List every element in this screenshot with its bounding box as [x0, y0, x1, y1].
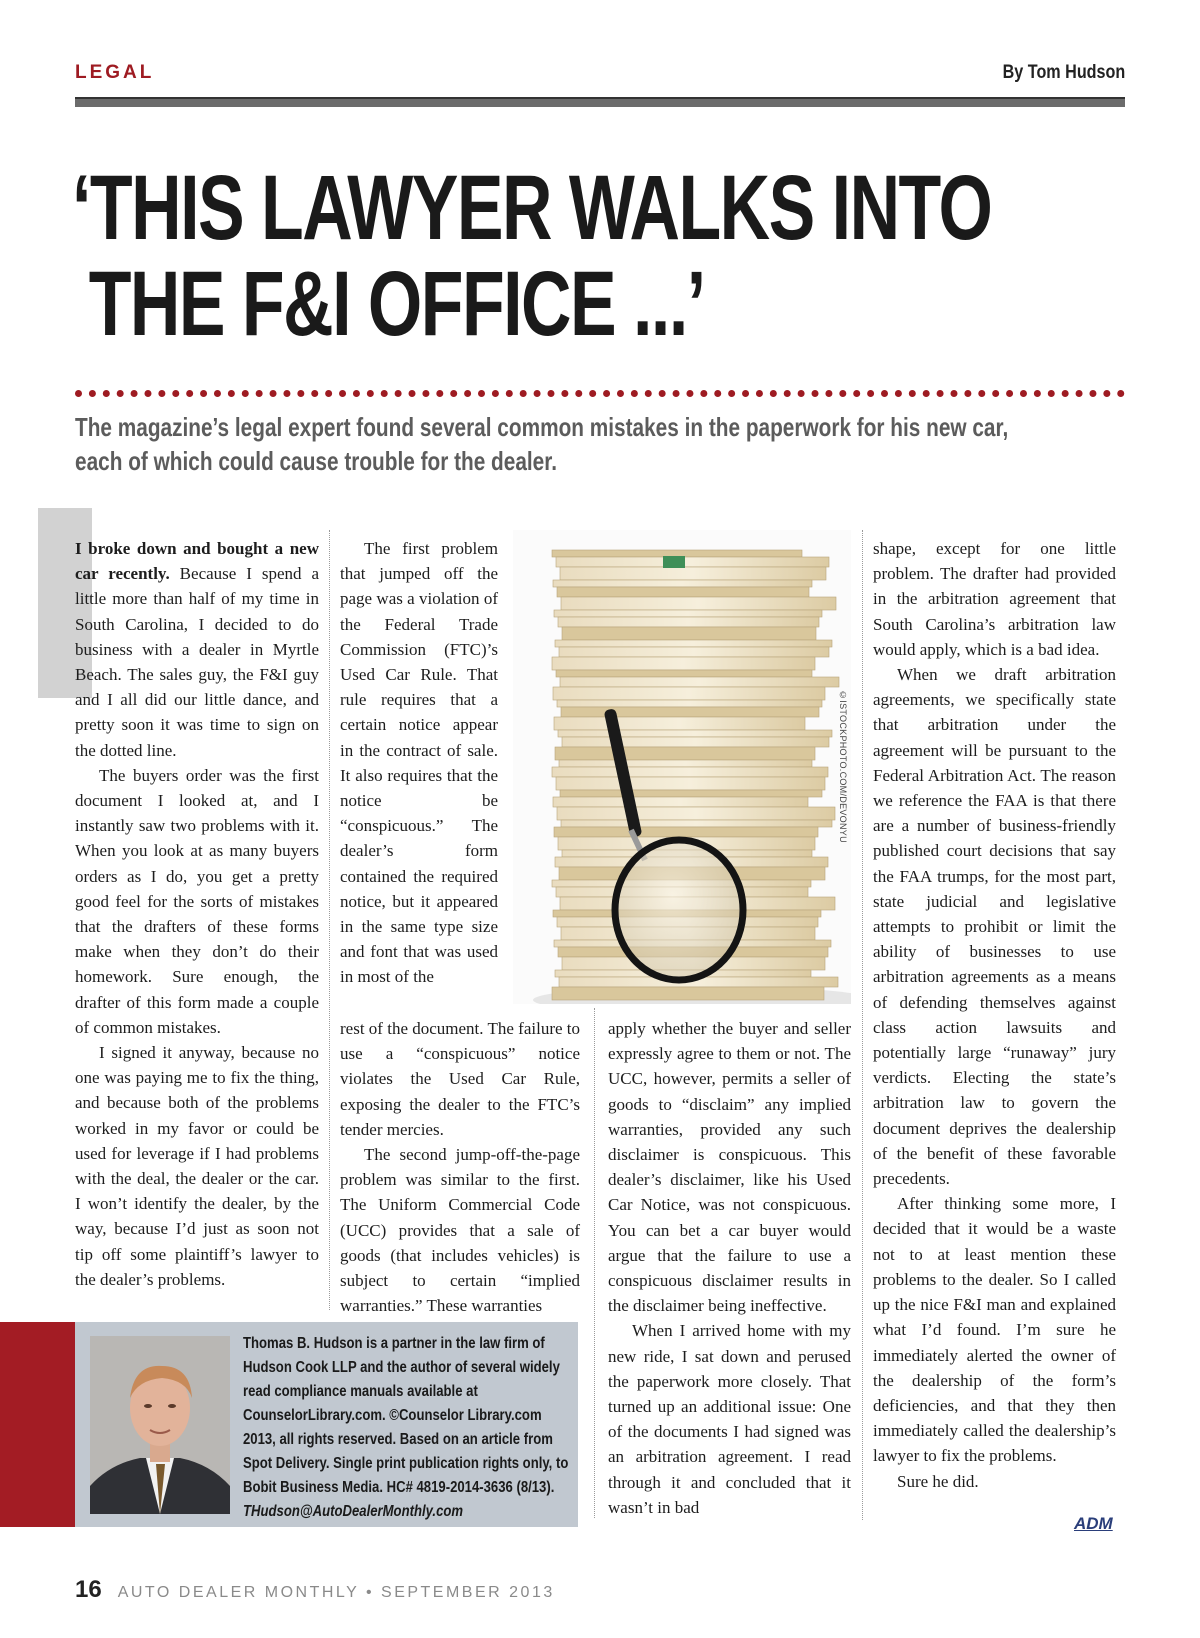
- paragraph: I signed it anyway, because no one was paying me to fix the thing, and because both of the problems worked in my favor or could be used for leverage if I had problems with the deal, the dealer or the car. I won’t identify the dealer, by the way, because I’d just as soon not tip off some plaintiff’s lawyer to the dealer’s problems.: [75, 1043, 319, 1289]
- paper-sheet: [562, 627, 816, 640]
- paragraph: The first problem that jumped off the page was a violation of the Federal Trade Commission (FTC)’s Used Car Rule. That rule requires that a certain notice appear in the contract of sale. It also requires that the notice be “conspicuous.” The dealer’s form contained the required notice, but it appeared in the same type size and font that was used in most of the: [340, 539, 498, 987]
- paper-sheet: [554, 717, 805, 730]
- bio-accent-bar: [0, 1322, 75, 1527]
- lead-in: I broke down and bought a new car recently.: [75, 539, 319, 584]
- paper-sheet: [557, 700, 822, 707]
- paper-sheet: [555, 640, 832, 647]
- paper-sheet: [553, 580, 812, 587]
- paragraph: Sure he did.: [897, 1471, 979, 1491]
- paragraph: When I arrived home with my new ride, I sat down and perused the paperwork more closely. That turned up an additional issue: One of the documents I had signed was an arbitration agreement. I read through it and concluded that it wasn’t in bad: [608, 1321, 851, 1517]
- paper-sheet: [561, 597, 836, 610]
- article-column-2: [340, 536, 498, 990]
- paragraph: When we draft arbitration agreements, we specifically state that arbitration under the agreement will be pursuant to the Federal Arbitration Act. The reason we reference the FAA is that there are a number of business-friendly published court decisions that say the FAA trumps, for the most part, state judicial and legislative attempts to prohibit or limit the ability of businesses to use arbitration agreements as a means of defending themselves against class action lawsuits and potentially large “runaway” jury verdicts. Electing the state’s arbitration law to govern the document deprives the dealership of the benefit of these favorable precedents.: [873, 665, 1116, 1189]
- paper-sheet: [552, 657, 815, 670]
- deck: [75, 410, 1115, 478]
- deck-line-2: each of which could cause trouble for the dealer.: [75, 446, 557, 476]
- column-rule: [594, 1008, 595, 1518]
- dotted-divider: [75, 390, 1125, 397]
- paragraph: apply whether the buyer and seller expressly agree to them or not. The UCC, however, permits a seller of goods to “disclaim” any implied warranties, provided any such disclaimer is conspicuous. This dealer’s disclaimer, like his Used Car Notice, was not conspicuous. You can bet a car buyer would argue that the failure to use a conspicuous disclaimer results in the disclaimer being ineffective.: [608, 1019, 851, 1316]
- paper-sheet: [552, 550, 802, 557]
- paper-sheet: [557, 587, 809, 597]
- paper-sheet: [552, 987, 824, 1000]
- paper-sheet: [557, 807, 835, 820]
- header-rule: [75, 97, 1125, 107]
- paragraph: After thinking some more, I decided that it would be a waste not to at least mention these problems to the dealer. So I called up the nice F&I man and explained what I’d found. I’m sure he immediately alerted the owner of the dealership of the form’s deficiencies, and that they then immediately called the dealership’s lawyer to fix the problems.: [873, 1194, 1116, 1466]
- paper-sheet: [559, 647, 829, 657]
- paper-sheet: [559, 760, 812, 767]
- paragraph: rest of the document. The failure to use a “conspicuous” notice violates the Used Car Rule, exposing the dealer to the FTC’s tender mercies.: [340, 1019, 580, 1139]
- byline: By Tom Hudson: [1002, 62, 1125, 83]
- photo-credit: ©ISTOCKPHOTO.COM/DEVONYU: [838, 690, 848, 843]
- paper-sheet: [558, 617, 819, 627]
- paragraph: The second jump-off-the-page problem was similar to the first. The Uniform Commercial Code (UCC) provides that a sale of goods (that includes vehicles) is subject to certain “implied warranties.” These warranties: [340, 1145, 580, 1316]
- paper-sheet: [556, 557, 829, 567]
- author-email-link[interactable]: THudson@AutoDealerMonthly.com: [243, 1503, 464, 1520]
- article-column-2-continued: [340, 1016, 580, 1318]
- deck-line-1: The magazine’s legal expert found several common mistakes in the paperwork for his new car,: [75, 412, 1009, 442]
- article-column-3: [608, 1016, 851, 1520]
- author-bio-text: [243, 1332, 571, 1524]
- headline: [72, 157, 992, 355]
- section-label: LEGAL: [75, 62, 155, 83]
- end-mark-logo: ADM: [1074, 1514, 1113, 1533]
- bio-paragraph: Thomas B. Hudson is a partner in the law firm of Hudson Cook LLP and the author of several widely read compliance manuals available at CounselorLibrary.com. ©Counselor Library.com 2013, all rights reserved. Based on an article from Spot Delivery. Single print publication rights only, to Bobit Business Media. HC# 4819-2014-3636 (8/13).: [243, 1335, 569, 1496]
- author-portrait: [90, 1336, 230, 1514]
- headline-line-2: THE F&I OFFICE ...’: [88, 253, 705, 355]
- page-number: 16: [75, 1576, 102, 1603]
- paper-sheet: [556, 777, 825, 790]
- paper-sheet: [561, 707, 819, 717]
- paper-sheet: [553, 797, 808, 807]
- headline-line-1: ‘THIS LAWYER WALKS INTO: [72, 157, 992, 259]
- author-photo: [90, 1336, 230, 1514]
- paper-sheet: [553, 687, 825, 700]
- publication-name: AUTO DEALER MONTHLY • SEPTEMBER 2013: [117, 1584, 555, 1601]
- column-rule: [862, 530, 863, 1520]
- article-column-1: [75, 536, 319, 1292]
- paper-sheet: [555, 747, 815, 760]
- paper-sheet: [552, 767, 828, 777]
- paragraph: shape, except for one little problem. The drafter had provided in the arbitration agreement that South Carolina’s arbitration law would apply, which is a bad idea.: [873, 539, 1116, 659]
- paper-sheet: [562, 737, 829, 747]
- paper-sheet: [561, 820, 832, 827]
- paper-sheet: [558, 730, 832, 737]
- paper-sheet: [556, 670, 812, 677]
- paper-sheet: [560, 790, 822, 797]
- paragraph: [75, 536, 319, 763]
- column-rule: [329, 530, 330, 1310]
- paper-stack-photo: [513, 530, 851, 1004]
- paragraph: The buyers order was the first document I looked at, and I instantly saw two problems with it. When you look at as many buyers orders as I do, you get a pretty good feel for the sorts of mistakes that the drafters of these forms make when they don’t do their homework. Sure enough, the drafter of this form made a couple of common mistakes.: [75, 765, 319, 1037]
- paper-sheet: [554, 827, 818, 837]
- paragraph-text: Because I spend a little more than half of my time in South Carolina, I decided to do business with a dealer in Myrtle Beach. The sales guy, the F&I guy and I all did our little dance, and pretty soon it was time to sign on the dotted line.: [75, 564, 319, 760]
- paper-sheet: [560, 567, 826, 580]
- paper-stack-illustration: [513, 530, 851, 1004]
- green-tab: [663, 556, 685, 568]
- paper-sheet: [560, 677, 839, 687]
- article-column-4: [873, 536, 1116, 1494]
- paper-sheet: [554, 610, 822, 617]
- page-footer: [75, 1576, 555, 1604]
